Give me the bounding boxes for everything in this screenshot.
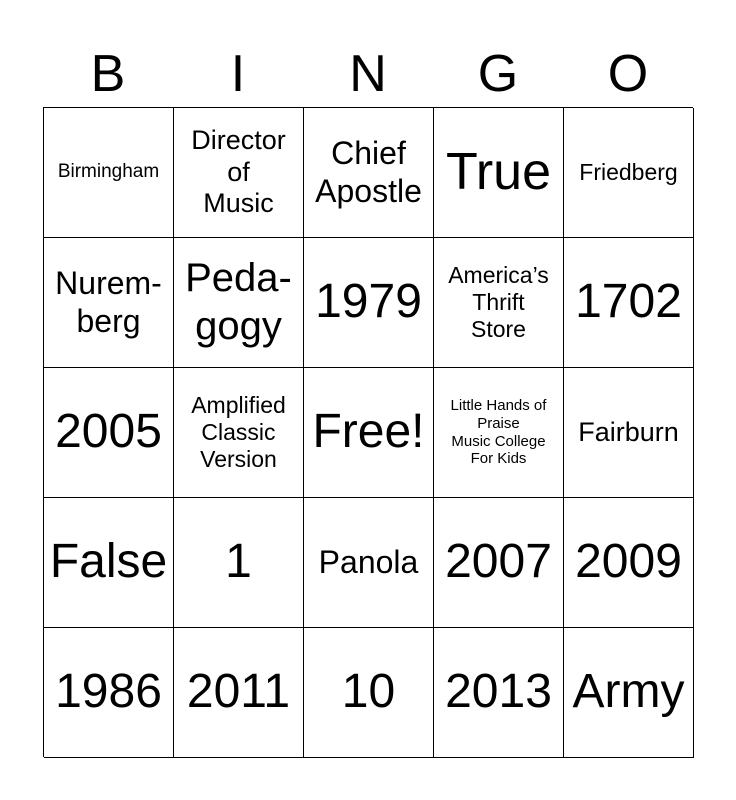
bingo-cell-r2c3[interactable]: [434, 368, 564, 498]
header-letter-o: O: [607, 45, 649, 103]
header-letter-n: N: [349, 45, 387, 103]
bingo-cell-r4c4[interactable]: [564, 628, 694, 758]
bingo-cell-r3c0[interactable]: [44, 498, 174, 628]
bingo-cell-r2c4[interactable]: [564, 368, 694, 498]
cell-text: Little Hands of Praise Music College For Kids: [450, 397, 547, 468]
bingo-header: [43, 40, 693, 108]
cell-text: 2011: [186, 665, 291, 719]
cell-text: Free!: [312, 405, 425, 459]
cell-text: Friedberg: [579, 158, 678, 185]
cell-text: Army: [572, 665, 685, 719]
bingo-board: [43, 107, 693, 757]
cell-text: Director of Music: [191, 124, 286, 219]
cell-text: Chief Apostle: [315, 134, 422, 209]
cell-text: Birmingham: [57, 161, 160, 183]
cell-text: 2009: [575, 535, 682, 589]
bingo-cell-r4c1[interactable]: [174, 628, 304, 758]
bingo-cell-r3c2[interactable]: [304, 498, 434, 628]
cell-text: Peda- gogy: [185, 256, 292, 348]
cell-text: 2007: [445, 535, 552, 589]
bingo-cell-r2c0[interactable]: [44, 368, 174, 498]
cell-text: America’s Thrift Store: [448, 261, 549, 343]
cell-text: Fairburn: [578, 416, 679, 447]
bingo-cell-r3c3[interactable]: [434, 498, 564, 628]
bingo-cell-r1c1[interactable]: [174, 238, 304, 368]
cell-text: 10: [341, 665, 396, 719]
cell-text: False: [49, 535, 168, 589]
bingo-cell-r0c4[interactable]: [564, 108, 694, 238]
cell-text: 2005: [55, 405, 162, 459]
cell-text: 1986: [55, 665, 162, 719]
bingo-cell-r0c2[interactable]: [304, 108, 434, 238]
cell-text: 1979: [315, 275, 422, 329]
header-letter-g: G: [477, 45, 519, 103]
bingo-cell-r1c2[interactable]: [304, 238, 434, 368]
cell-text: True: [446, 142, 551, 201]
bingo-cell-r2c2[interactable]: [304, 368, 434, 498]
bingo-cell-r3c1[interactable]: [174, 498, 304, 628]
cell-text: Nurem- berg: [55, 264, 162, 339]
header-letter-b: B: [90, 45, 126, 103]
bingo-cell-r4c3[interactable]: [434, 628, 564, 758]
bingo-cell-r1c3[interactable]: [434, 238, 564, 368]
cell-text: 1702: [575, 275, 682, 329]
bingo-cell-r0c0[interactable]: [44, 108, 174, 238]
cell-text: Panola: [318, 543, 419, 580]
bingo-cell-r1c0[interactable]: [44, 238, 174, 368]
bingo-cell-r0c1[interactable]: [174, 108, 304, 238]
cell-text: Amplified Classic Version: [191, 391, 286, 473]
header-letter-i: I: [230, 45, 246, 103]
cell-text: 2013: [445, 665, 552, 719]
bingo-cell-r3c4[interactable]: [564, 498, 694, 628]
bingo-cell-r1c4[interactable]: [564, 238, 694, 368]
bingo-cell-r2c1[interactable]: [174, 368, 304, 498]
bingo-cell-r4c2[interactable]: [304, 628, 434, 758]
cell-text: 1: [225, 535, 252, 589]
bingo-cell-r4c0[interactable]: [44, 628, 174, 758]
bingo-cell-r0c3[interactable]: [434, 108, 564, 238]
